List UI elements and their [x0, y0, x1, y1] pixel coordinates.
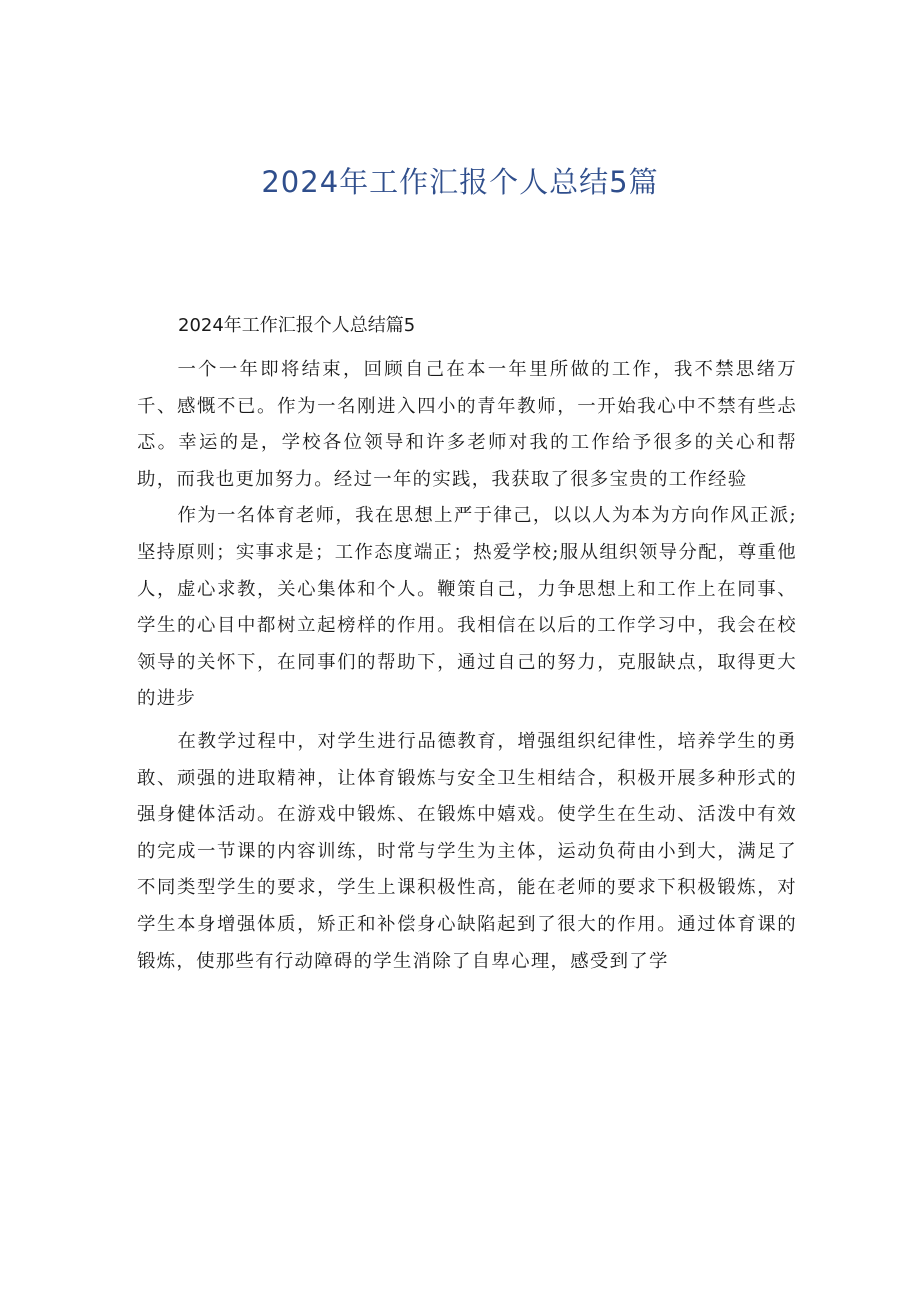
paragraph-3: 在教学过程中，对学生进行品德教育，增强组织纪律性，培养学生的勇敢、顽强的进取精神，让体育锻炼与安全卫生相结合，积极开展多种形式的强身健体活动。在游戏中锻炼、在锻炼中嬉戏。使学生在生动、活泼中有效的完成一节课的内容训练，时常与学生为主体，运动负荷由小到大，满足了不同类型学生的要求，学生上课积极性高，能在老师的要求下积极锻炼，对学生本身增强体质，矫正和补偿身心缺陷起到了很大的作用。通过体育课的锻炼，使那些有行动障碍的学生消除了自卑心理，感受到了学 [137, 730, 797, 972]
paragraph-1: 一个一年即将结束，回顾自己在本一年里所做的工作，我不禁思绪万千、感慨不已。作为一名刚进入四小的青年教师，一开始我心中不禁有些忐忑。幸运的是，学校各位领导和许多老师对我的工作给予很多的关心和帮助，而我也更加努力。经过一年的实践，我获取了很多宝贵的工作经验 [137, 359, 797, 490]
paragraph-2: 作为一名体育老师，我在思想上严于律己，以以人为本为方向作风正派;坚持原则；实事求是；工作态度端正；热爱学校;服从组织领导分配，尊重他人，虚心求教，关心集体和个人。鞭策自己，力争思想上和工作上在同事、学生的心目中都树立起榜样的作用。我相信在以后的工作学习中，我会在校领导的关怀下，在同事们的帮助下，通过自己的努力，克服缺点，取得更大的进步 [137, 505, 797, 710]
document-title: 2024年工作汇报个人总结5篇 [261, 165, 659, 199]
section-heading: 2024年工作汇报个人总结篇5 [178, 315, 416, 336]
document-body [137, 352, 797, 980]
